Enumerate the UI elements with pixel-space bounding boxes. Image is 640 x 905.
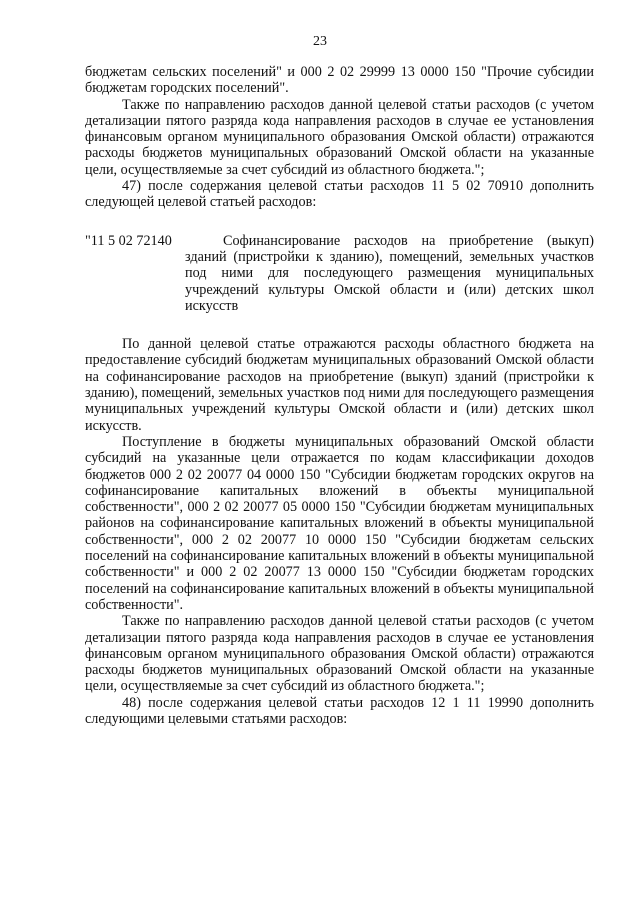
page-number: 23 (313, 34, 327, 49)
paragraph: Также по направлению расходов данной целевой статьи расходов (с учетом детализации пятого разряда кода направления расходов в случае ее установления финансовым органом муниципального образования Омской области) отражаются расходы бюджетов муниципальных образований Омской области на указанные цели, осуществляемые за счет субсидий из областного бюджета."; (85, 96, 594, 178)
paragraph: бюджетам сельских поселений" и 000 2 02 29999 13 0000 150 "Прочие субсидии бюджетам городских поселений". (85, 64, 594, 97)
paragraph: 47) после содержания целевой статьи расходов 11 5 02 70910 дополнить следующей целевой статьей расходов: (85, 178, 594, 211)
paragraph: Поступление в бюджеты муниципальных образований Омской области субсидий на указанные цели отражается по кодам классификации доходов бюджетов 000 2 02 20077 04 0000 150 "Субсидии бюджетам городских округов на софинансирование капитальных вложений в объекты муниципальной собственности", 000 2 02 20077 05 0000 150 "Субсидии бюджетам муниципальных районов на софинансирование капитальных вложений в объекты муниципальной собственности", 000 2 02 20077 10 0000 150 "Субсидии бюджетам сельских поселений на софинансирование капитальных вложений в объекты муниципальной собственности" и 000 2 02 20077 13 0000 150 "Субсидии бюджетам городских поселений на софинансирование капитальных вложений в объекты муниципальной собственности". (85, 433, 594, 613)
budget-item-entry (85, 233, 594, 314)
paragraph: 48) после содержания целевой статьи расходов 12 1 11 19990 дополнить следующими целевыми статьями расходов: (85, 694, 594, 727)
paragraph: По данной целевой статье отражаются расходы областного бюджета на предоставление субсидий бюджетам муниципальных образований Омской области на софинансирование расходов на приобретение (выкуп) зданий (пристройки к зданию), помещений, земельных участков под ними для последующего размещения муниципальных учреждений культуры Омской области и (или) детских школ искусств. (85, 336, 594, 434)
paragraph: Также по направлению расходов данной целевой статьи расходов (с учетом детализации пятого разряда кода направления расходов в случае ее установления финансовым органом муниципального образования Омской области) отражаются расходы бюджетов муниципальных образований Омской области на указанные цели, осуществляемые за счет субсидий из областного бюджета."; (85, 613, 594, 695)
document-body (85, 64, 594, 727)
budget-item-code: "11 5 02 72140 (85, 232, 172, 249)
budget-item-description: Софинансирование расходов на приобретение (выкуп) зданий (пристройки к зданию), помещений, земельных участков под ними для последующего размещения муниципальных учреждений культуры Омской области и (или) детских школ искусств (185, 232, 594, 314)
